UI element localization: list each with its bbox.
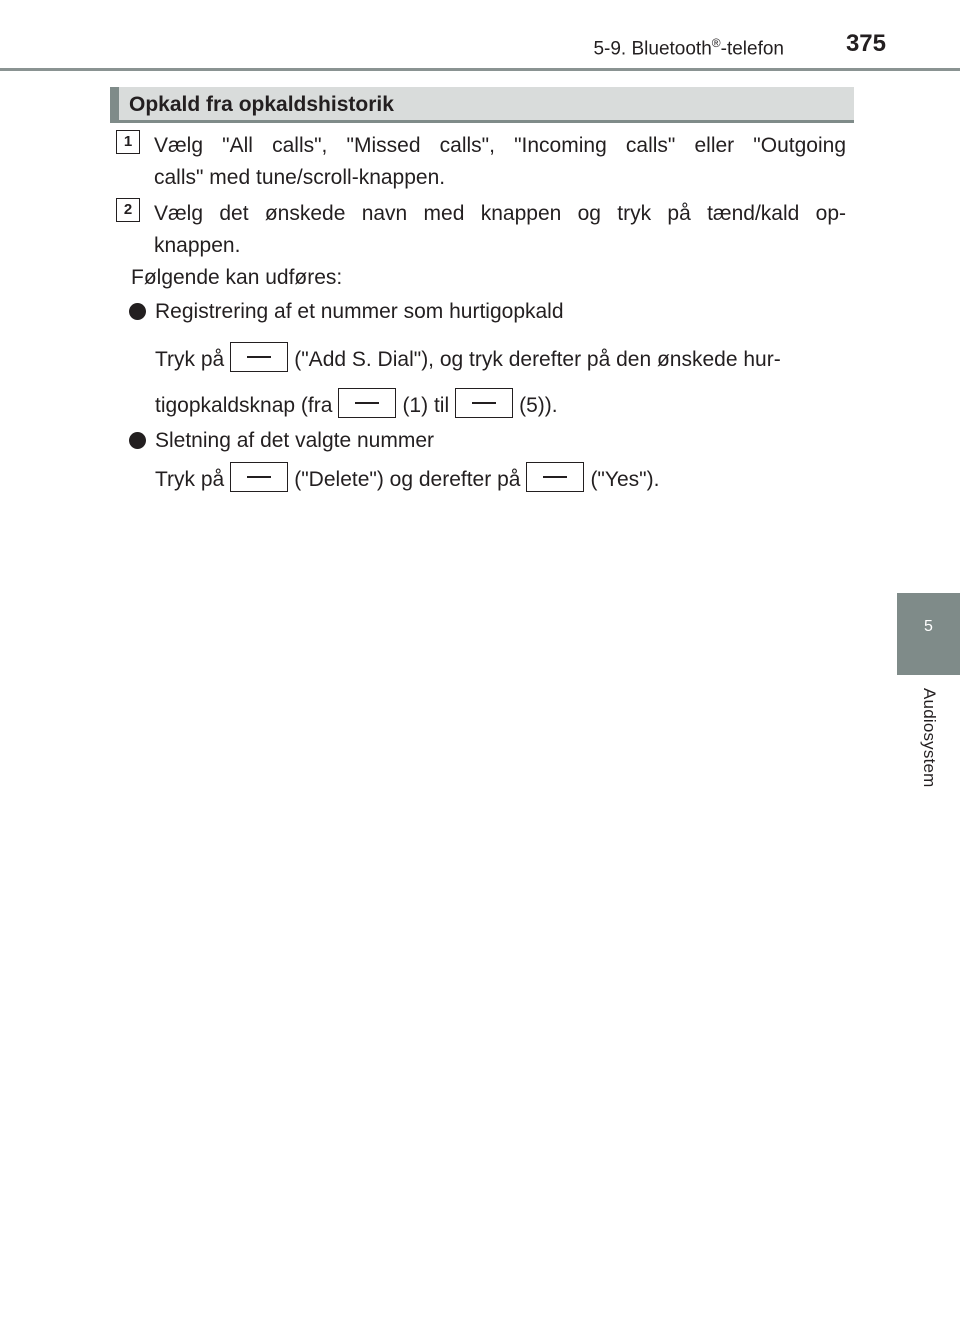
running-header: [593, 36, 784, 60]
step-2-line-2: knappen.: [154, 234, 241, 257]
intro-text: Følgende kan udføres:: [131, 266, 343, 289]
delete-button-icon: [230, 462, 288, 492]
step-text-1: [154, 130, 846, 194]
item-1-line-2-c: (5)).: [519, 394, 558, 417]
item-1-line-1-a: Tryk på: [155, 348, 225, 371]
step-number-2: 2: [116, 198, 140, 222]
step-text-2: [154, 198, 846, 262]
speed-dial-1-button-icon: [338, 388, 396, 418]
item-1-heading: Registrering af et nummer som hurtigopkald: [155, 300, 564, 323]
page-number: 375: [845, 30, 886, 57]
item-2-line-1-c: ("Yes").: [590, 468, 660, 491]
section-heading: Opkald fra opkaldshistorik: [129, 93, 394, 116]
item-1-line-2-a: tigopkaldsknap (fra: [155, 394, 333, 417]
step-number-1: 1: [116, 130, 140, 154]
item-2-heading: Sletning af det valgte nummer: [155, 429, 434, 452]
item-1-line-1: [155, 344, 781, 376]
item-2-line-1: [155, 464, 659, 496]
item-1-line-1-b: ("Add S. Dial"), og tryk derefter på den ønskede hur-: [294, 348, 781, 371]
section-title-prefix: 5-9. Bluetooth: [593, 38, 712, 60]
item-2-line-1-b: ("Delete") og derefter på: [294, 468, 521, 491]
chapter-number: 5: [924, 618, 933, 635]
chapter-label: Audiosystem: [920, 688, 939, 788]
step-2-line-1: Vælg det ønskede navn med knappen og tryk på tænd/kald op-: [154, 202, 846, 225]
item-1-line-2-b: (1) til: [402, 394, 450, 417]
add-speed-dial-button-icon: [230, 342, 288, 372]
item-1-line-2: [155, 390, 558, 422]
chapter-label-wrap: [897, 688, 960, 828]
step-1-line-1: Vælg "All calls", "Missed calls", "Incoming calls" eller "Outgoing: [154, 134, 846, 157]
speed-dial-5-button-icon: [455, 388, 513, 418]
item-2-line-1-a: Tryk på: [155, 468, 225, 491]
section-heading-bar: [110, 87, 854, 123]
yes-button-icon: [526, 462, 584, 492]
step-1-line-2: calls" med tune/scroll-knappen.: [154, 166, 446, 189]
section-title-suffix: -telefon: [720, 38, 784, 60]
registered-mark: ®: [711, 36, 721, 50]
bullet-icon: [129, 303, 146, 320]
bullet-icon: [129, 432, 146, 449]
header-rule: [0, 68, 960, 71]
